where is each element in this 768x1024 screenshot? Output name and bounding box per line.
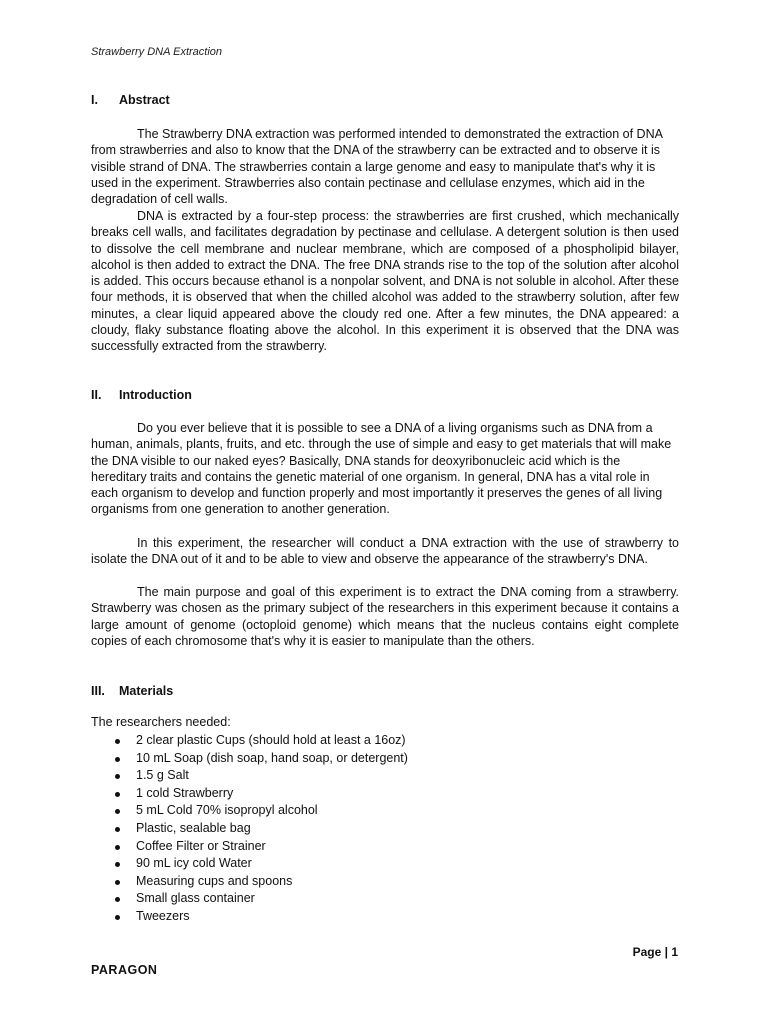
footer-brand: PARAGON — [91, 963, 158, 977]
materials-list-item — [91, 785, 408, 803]
page-number: Page | 1 — [632, 945, 678, 959]
bullet-icon — [115, 774, 120, 779]
materials-list-item — [91, 750, 408, 768]
introduction-heading-number: II. — [91, 388, 102, 402]
bullet-icon — [115, 915, 120, 920]
materials-list-item — [91, 732, 408, 750]
materials-item-text: 2 clear plastic Cups (should hold at least a 16oz) — [136, 733, 406, 747]
running-header: Strawberry DNA Extraction — [91, 46, 223, 58]
materials-heading-title: Materials — [119, 684, 174, 698]
materials-list-item — [91, 820, 408, 838]
materials-item-text: 90 mL icy cold Water — [136, 856, 252, 871]
abstract-paragraph-1: The Strawberry DNA extraction was performed intended to demonstrated the extraction of DNA from strawberries and also to know that the DNA of the strawberry can be extracted and to observe it is visible strand of DNA. The strawberries contain a large genome and easy to manipulate that's why it is used in the experiment. Strawberries also contain pectinase and cellulase enzymes, which aid in the degradation of cell walls. — [91, 127, 663, 207]
bullet-icon — [115, 809, 120, 814]
introduction-paragraph-3: The main purpose and goal of this experiment is to extract the DNA coming from a strawberry. Strawberry was chosen as the primary subject of the researchers in this experiment because it contains a large amount of genome (octoploid genome) which means that the nucleus contains eight complete copies of each chromosome that's why it is easier to manipulate than the others. — [91, 585, 679, 648]
materials-list-item — [91, 767, 408, 785]
abstract-heading-title: Abstract — [119, 93, 170, 107]
bullet-icon — [115, 757, 120, 762]
bullet-icon — [115, 827, 120, 832]
materials-item-text: 5 mL Cold 70% isopropyl alcohol — [136, 803, 318, 818]
abstract-heading-number: I. — [91, 93, 98, 107]
materials-item-text: Plastic, sealable bag — [136, 820, 251, 835]
bullet-icon — [115, 897, 120, 902]
materials-lead-in: The researchers needed: — [91, 715, 231, 729]
materials-heading-number: III. — [91, 684, 105, 698]
materials-list-item — [91, 908, 408, 926]
introduction-heading — [91, 388, 192, 402]
bullet-icon — [115, 880, 120, 885]
introduction-paragraph-2: In this experiment, the researcher will conduct a DNA extraction with the use of strawberry to isolate the DNA out of it and to be able to view and observe the appearance of the strawberry's DNA. — [91, 536, 679, 567]
bullet-icon — [115, 792, 120, 797]
materials-item-text: Tweezers — [136, 908, 190, 923]
introduction-heading-title: Introduction — [119, 388, 192, 402]
bullet-icon — [115, 845, 120, 850]
materials-item-text: Small glass container — [136, 891, 255, 906]
bullet-icon — [115, 739, 120, 744]
materials-list-item — [91, 890, 408, 908]
bullet-icon — [115, 862, 120, 867]
introduction-paragraph-1: Do you ever believe that it is possible to see a DNA of a living organisms such as DNA from a human, animals, plants, fruits, and etc. through the use of simple and easy to get materials that will make the DNA visible to our naked eyes? Basically, DNA stands for deoxyribonucleic acid which is the hereditary traits and contains the genetic material of one organism. In general, DNA has a vital role in each organism to develop and function properly and most importantly it preserves the genes of all living organisms from one generation to another generation. — [91, 421, 672, 517]
materials-item-text: 1 cold Strawberry — [136, 785, 234, 800]
abstract-heading — [91, 93, 170, 107]
materials-item-text: 10 mL Soap (dish soap, hand soap, or detergent) — [136, 750, 408, 765]
materials-heading — [91, 684, 173, 698]
materials-list — [91, 732, 408, 926]
materials-list-item — [91, 873, 408, 891]
materials-list-item — [91, 838, 408, 856]
materials-item-text: Measuring cups and spoons — [136, 873, 293, 888]
abstract-paragraph-2: DNA is extracted by a four-step process: the strawberries are first crushed, which mechanically breaks cell walls, and facilitates degradation by pectinase and cellulase. A detergent solution is then used to dissolve the cell membrane and nuclear membrane, which are composed of a phospholipid bilayer, alcohol is then added to extract the DNA. The free DNA strands rise to the top of the solution after alcohol is added. This occurs because ethanol is a nonpolar solvent, and DNA is not soluble in alcohol. After these four methods, it is observed that when the chilled alcohol was added to the strawberry solution, after few minutes, a clear liquid appeared above the cloudy red one. After a few minutes, the DNA appeared: a cloudy, flaky substance floating above the alcohol. In this experiment it is observed that the DNA was successfully extracted from the strawberry. — [91, 209, 679, 354]
materials-item-text: 1.5 g Salt — [136, 768, 189, 783]
materials-list-item — [91, 802, 408, 820]
materials-item-text: Coffee Filter or Strainer — [136, 838, 266, 853]
materials-list-item — [91, 855, 408, 873]
